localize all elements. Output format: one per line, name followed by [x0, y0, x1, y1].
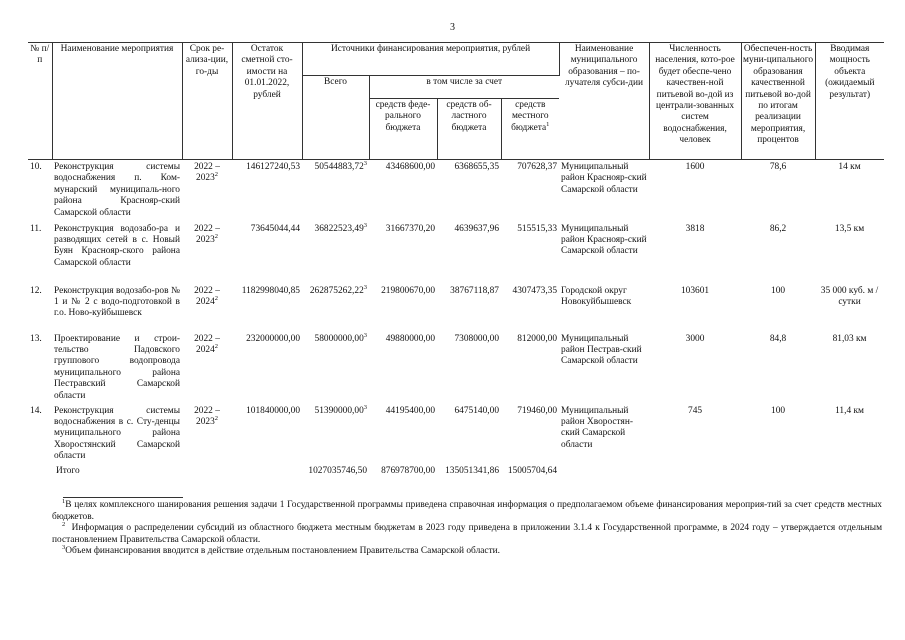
- row-total: 262875262,22$^3$: [309, 283, 367, 296]
- header-term: Срок ре-ализа-ции, го-ды: [182, 43, 232, 160]
- row-fed: 31667370,20: [385, 223, 435, 234]
- header-num: № п/п: [28, 43, 52, 160]
- row-provision: 78,6: [769, 162, 787, 172]
- page-number: 3: [450, 22, 455, 33]
- footnote-separator: [63, 497, 183, 498]
- row-term: 2022 – 2024$^2$: [194, 285, 220, 307]
- row-recipient: Муниципальный район Хворостян-ский Самарской области: [561, 405, 633, 450]
- row-total: 50544883,72$^3$: [314, 159, 367, 172]
- row-term: 2022 – 2024$^2$: [194, 333, 220, 355]
- header-reg: средств об-ластного бюджета: [437, 99, 501, 160]
- row-population: 745: [688, 405, 703, 416]
- row-recipient: Городской округ Новокуйбышевск: [561, 285, 632, 307]
- row-total: 58000000,00$^3$: [314, 331, 367, 344]
- row-population: 103601: [680, 285, 710, 296]
- row-population: 3818: [685, 223, 705, 234]
- row-fed: 49880000,00: [385, 333, 435, 344]
- row-recipient: Муниципальный район Краснояр-ский Самарской области: [561, 162, 647, 195]
- table-header-row: [28, 43, 884, 76]
- header-total: Всего: [302, 76, 369, 160]
- total-fed: 876978700,00: [381, 465, 435, 476]
- total-reg: 135051341,86: [445, 465, 499, 476]
- row-capacity: 81,03 км: [832, 333, 867, 344]
- row-reg: 38767118,87: [450, 285, 499, 296]
- row-num: 14.: [30, 405, 42, 416]
- row-recipient: Муниципальный район Краснояр-ский Самарской области: [561, 223, 647, 257]
- header-incl: в том числе за счет: [369, 76, 559, 99]
- footnote-1: $^1$В целях комплексного шанирования решения задачи 1 Государственной программы приведена справочная информация о предполагаемом объеме финансирования мероприя-тий за счет средств местных бюджетов.: [52, 497, 882, 522]
- footnote-3: $^3$Объем финансирования вводится в действие отдельным постановлением Правительства Самарской области.: [62, 543, 501, 556]
- row-loc: 4307473,35: [512, 285, 558, 296]
- row-num: 13.: [30, 333, 42, 344]
- row-balance: 232000000,00: [246, 333, 300, 344]
- row-total: 51390000,00$^3$: [314, 403, 367, 416]
- row-population: 3000: [685, 333, 705, 344]
- row-loc: 719460,00: [517, 405, 558, 416]
- row-term: 2022 – 2023$^2$: [194, 162, 220, 184]
- table-row: [28, 284, 884, 332]
- header-name: Наименование мероприятия: [52, 43, 182, 160]
- row-loc: 707628,37: [517, 162, 558, 172]
- row-num: 10.: [30, 162, 42, 172]
- row-capacity: 13,5 км: [834, 223, 865, 234]
- row-provision: 84,8: [769, 333, 787, 344]
- table-row: [28, 160, 884, 222]
- row-balance: 146127240,53: [246, 162, 300, 172]
- header-balance: Остаток сметной сто-имости на 01.01.2022, рублей: [232, 43, 302, 160]
- row-reg: 4639637,96: [454, 223, 499, 234]
- header-provision: Обеспечен-ность муни-ципального образования качественной питьевой во-дой по итогам реализации мероприятия, процентов: [741, 43, 815, 160]
- table-row: [28, 404, 884, 466]
- row-name: Реконструкция водозабо-ров № 1 и № 2 с водо-подготовкой в г.о. Ново-куйбышевск: [54, 285, 180, 319]
- row-term: 2022 – 2023$^2$: [194, 405, 220, 427]
- row-population: 1600: [685, 162, 705, 172]
- row-loc: 515515,33: [517, 223, 558, 234]
- row-reg: 6368655,35: [454, 162, 499, 172]
- row-name: Проектирование и строи-тельство Падовского группового водопровода муниципального района Пестравский Самарской области: [54, 333, 180, 401]
- table-row: [28, 222, 884, 284]
- row-provision: 86,2: [769, 223, 787, 234]
- row-reg: 6475140,00: [454, 405, 499, 416]
- total-sum: 1027035746,50: [308, 465, 367, 476]
- header-fed: средств феде-рального бюджета: [369, 99, 437, 160]
- row-num: 11.: [30, 223, 42, 234]
- total-label: Итого: [56, 465, 80, 476]
- row-term: 2022 – 2023$^2$: [194, 223, 220, 245]
- financing-table: [28, 42, 884, 478]
- row-name: Реконструкция системы водоснабжения п. Ком-мунарский муниципаль-ного района Краснояр-ский Самарской области: [54, 162, 180, 218]
- row-provision: 100: [771, 405, 786, 416]
- row-total: 36822523,49$^3$: [314, 221, 367, 234]
- row-fed: 43468600,00: [385, 162, 435, 172]
- row-reg: 7308000,00: [454, 333, 499, 344]
- total-loc: 15005704,64: [507, 465, 558, 476]
- row-capacity: 14 км: [838, 162, 861, 172]
- header-sources: Источники финансирования мероприятия, рублей: [302, 43, 559, 76]
- table-row: [28, 332, 884, 404]
- row-capacity: 35 000 куб. м / сутки: [820, 285, 879, 307]
- row-loc: 812000,00: [517, 333, 558, 344]
- row-provision: 100: [771, 285, 786, 296]
- row-balance: 73645044,44: [250, 223, 300, 234]
- header-loc: средств местного бюджета$^1$: [501, 99, 559, 160]
- row-fed: 44195400,00: [385, 405, 435, 416]
- row-balance: 101840000,00: [246, 405, 300, 416]
- row-capacity: 11,4 км: [835, 405, 864, 416]
- row-name: Реконструкция водозабо-ра и разводящих сетей в с. Новый Буян Краснояр-ского района Самарской области: [54, 223, 180, 268]
- row-num: 12.: [30, 285, 42, 296]
- row-name: Реконструкция системы водоснабжения в с. Сту-денцы муниципального района Хворостянский Самарской области: [54, 405, 180, 462]
- footnote-2: $^2$ Информация о распределении субсидий из областного бюджета местным бюджетам в 2023 году приведена в приложении 3.1.4 к Государственной программе, в 2024 году – утверждается отдельным постановлением Правительства Самарской области.: [52, 520, 883, 545]
- row-recipient: Муниципальный район Пестрав-ский Самарской области: [561, 333, 642, 367]
- header-recipient: Наименование муниципального образования – по-лучателя субси-дии: [559, 43, 649, 160]
- header-capacity: Вводимая мощность объекта (ожидаемый результат): [815, 43, 884, 160]
- total-row: [28, 466, 884, 478]
- row-fed: 219800670,00: [381, 285, 435, 296]
- header-population: Численность населения, кото-рое будет обеспе-чено качествен-ной питьевой во-дой из централи-зованных систем водоснабжения, человек: [649, 43, 741, 160]
- row-balance: 1182998040,85: [241, 285, 300, 296]
